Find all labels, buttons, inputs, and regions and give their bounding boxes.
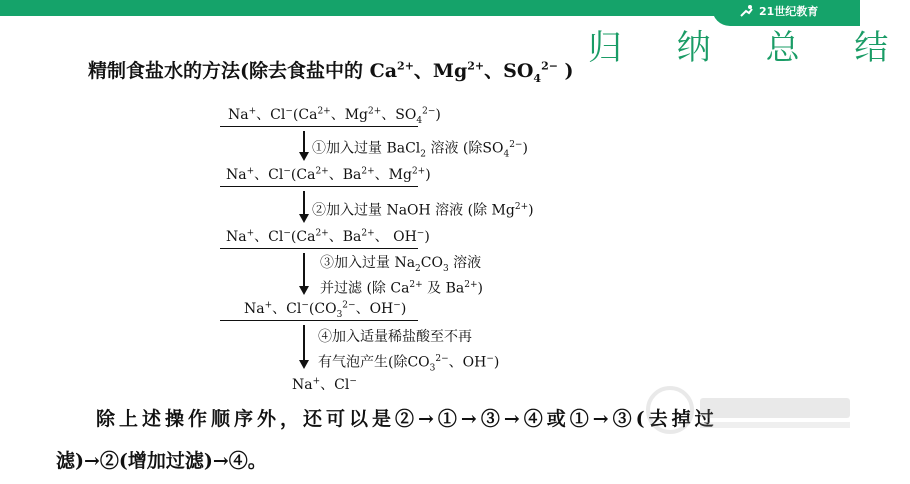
ions-after-bacl2: Na+、$Cl^-(Ca^{2+}$、$Ba^{2+}$、$Mg^{2+}$) xyxy=(226,166,431,183)
ions-after-na2co3: Na+、$Cl^-(CO_3^{2-}$、OH−) xyxy=(244,300,407,320)
ions-initial: Na+、$Cl^-(Ca^{2+}$、$Mg^{2+}$、$SO_4^{2-}$) xyxy=(228,106,441,126)
operation-4-line-1: ④加入适量稀盐酸至不再 xyxy=(318,329,472,345)
ions-final: Na+、Cl− xyxy=(292,376,357,393)
operation-2: ②加入过量 NaOH 溶液 (除 $Mg^{2+}$) xyxy=(312,202,534,219)
arrow-down-icon xyxy=(303,191,305,221)
arrow-down-icon xyxy=(303,325,305,367)
paragraph-line-1: 除上述操作顺序外，还可以是②→①→③→④或①→③(去掉过 xyxy=(96,408,718,430)
runner-icon xyxy=(738,4,756,18)
operation-3-line-1: ③加入过量 $Na_2CO_3$ 溶液 xyxy=(320,255,482,274)
ions-after-naoh: Na+、$Cl^-(Ca^{2+}$、$Ba^{2+}$、 OH−) xyxy=(226,228,430,245)
underline xyxy=(220,320,418,321)
arrow-down-icon xyxy=(303,253,305,293)
underline xyxy=(220,186,418,187)
operation-4-line-2: 有气泡产生(除$CO_3^{2-}$、OH−) xyxy=(318,354,500,374)
watermark-logo-icon xyxy=(640,380,860,440)
logo-text: 21世纪教育 xyxy=(759,5,819,18)
underline xyxy=(220,126,418,127)
underline xyxy=(220,248,418,249)
page-title: 精制食盐水的方法(除去食盐中的 $Ca^{2+}$、$Mg^{2+}$、$SO_4^{2-}$ ) xyxy=(88,59,574,85)
page-heading: 归 纳 总 结 xyxy=(588,28,910,68)
operation-3-line-2: 并过滤 (除 $Ca^{2+}$ 及 $Ba^{2+}$) xyxy=(320,280,483,297)
brand-logo xyxy=(738,3,818,19)
paragraph-line-2: 滤)→②(增加过滤)→④。 xyxy=(56,450,267,472)
operation-1: ①加入过量 BaCl$_2$ 溶液 (除$SO_4^{2-}$) xyxy=(312,140,528,160)
arrow-down-icon xyxy=(303,131,305,159)
